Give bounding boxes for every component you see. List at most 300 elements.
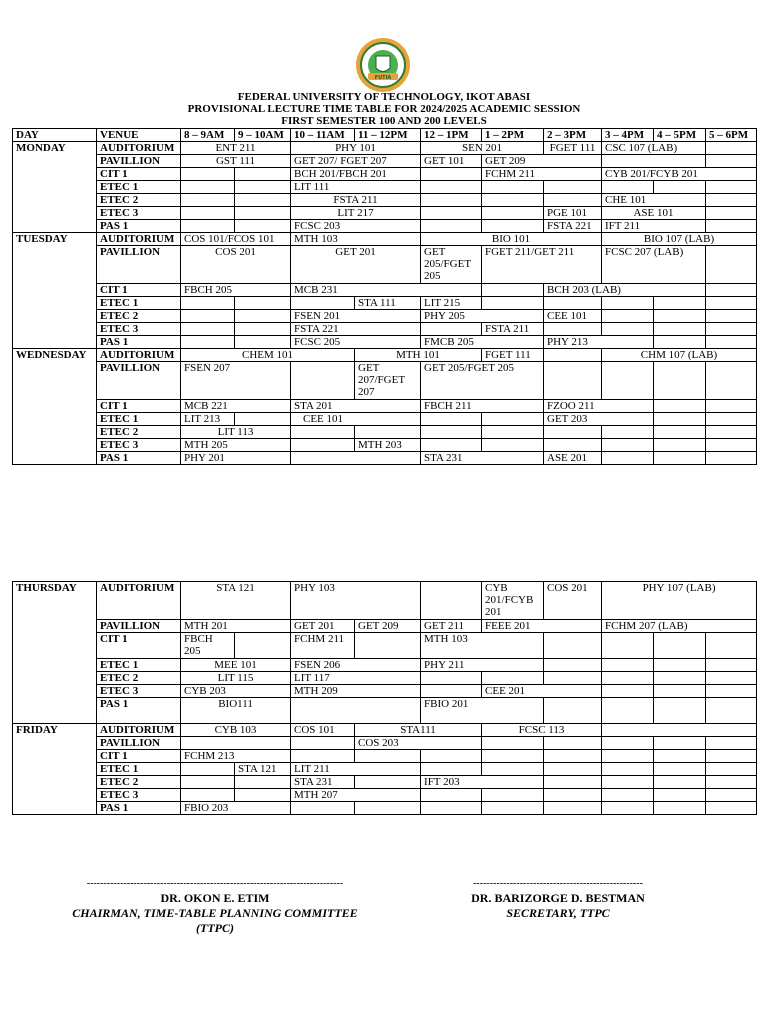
empty-cell <box>706 336 757 349</box>
day-tuesday: TUESDAY <box>13 233 97 246</box>
day-cell <box>13 789 97 802</box>
course-cell: MTH 205 <box>181 439 291 452</box>
course-cell: MTH 209 <box>291 685 421 698</box>
course-cell: GET 209 <box>355 620 421 633</box>
col-header-venue: VENUE <box>97 129 181 142</box>
col-header-8am: 8 – 9AM <box>181 129 235 142</box>
course-cell: LIT 111 <box>291 181 421 194</box>
empty-cell <box>355 426 421 439</box>
venue-pas1: PAS 1 <box>97 802 181 815</box>
course-cell: FZOO 211 <box>544 400 654 413</box>
day-cell <box>13 336 97 349</box>
venue-cit1: CIT 1 <box>97 284 181 297</box>
empty-cell <box>355 750 421 763</box>
course-cell: COS 101 <box>291 724 355 737</box>
empty-cell <box>421 672 482 685</box>
course-cell: CHE 101 <box>602 194 706 207</box>
course-cell: PHY 107 (LAB) <box>602 582 757 620</box>
day-cell <box>13 620 97 633</box>
empty-cell <box>482 672 544 685</box>
day-cell <box>13 685 97 698</box>
tue-auditorium-row <box>13 233 757 246</box>
empty-cell <box>421 439 482 452</box>
day-cell <box>13 426 97 439</box>
empty-cell <box>421 426 482 439</box>
day-cell <box>13 439 97 452</box>
empty-cell <box>544 181 602 194</box>
empty-cell <box>355 802 421 815</box>
course-cell: MCB 221 <box>181 400 291 413</box>
course-cell: CSC 107 (LAB) <box>602 142 706 155</box>
thu-etec2-row <box>13 672 757 685</box>
timetable-title: PROVISIONAL LECTURE TIME TABLE FOR 2024/2025 ACADEMIC SESSION <box>187 103 581 115</box>
course-cell: FCSC 207 (LAB) <box>602 246 706 284</box>
empty-cell <box>706 413 757 426</box>
empty-cell <box>181 297 235 310</box>
empty-cell <box>654 400 706 413</box>
day-cell <box>13 220 97 233</box>
venue-pas1: PAS 1 <box>97 220 181 233</box>
empty-cell <box>544 763 602 776</box>
empty-cell <box>654 297 706 310</box>
empty-cell <box>654 763 706 776</box>
course-cell: STA 231 <box>291 776 355 789</box>
day-cell <box>13 168 97 181</box>
empty-cell <box>544 297 602 310</box>
empty-cell <box>602 310 654 323</box>
day-cell <box>13 323 97 336</box>
empty-cell <box>706 802 757 815</box>
empty-cell <box>421 194 482 207</box>
col-header-2pm: 2 – 3PM <box>544 129 602 142</box>
empty-cell <box>181 776 235 789</box>
wed-pavillion-row <box>13 362 757 400</box>
empty-cell <box>291 297 355 310</box>
empty-cell <box>421 685 482 698</box>
empty-cell <box>291 362 355 400</box>
course-cell: PHY 101 <box>291 142 421 155</box>
empty-cell <box>602 685 654 698</box>
empty-cell <box>544 633 602 659</box>
venue-etec3: ETEC 3 <box>97 207 181 220</box>
empty-cell <box>654 439 706 452</box>
empty-cell <box>706 323 757 336</box>
empty-cell <box>602 724 757 737</box>
course-cell: GET 207/FGET 207 <box>355 362 421 400</box>
mon-pas1-row <box>13 220 757 233</box>
course-cell: SEN 201 <box>421 142 544 155</box>
secretary-signature-block <box>430 876 686 921</box>
wed-etec2-row <box>13 426 757 439</box>
venue-etec3: ETEC 3 <box>97 685 181 698</box>
empty-cell <box>654 336 706 349</box>
empty-cell <box>602 750 654 763</box>
empty-cell <box>602 439 654 452</box>
course-cell: COS 203 <box>355 737 482 750</box>
course-cell: FEEE 201 <box>482 620 602 633</box>
venue-pas1: PAS 1 <box>97 336 181 349</box>
course-cell: CHM 107 (LAB) <box>602 349 757 362</box>
day-cell <box>13 763 97 776</box>
course-cell: FMCB 205 <box>421 336 544 349</box>
empty-cell <box>482 763 544 776</box>
course-cell: ASE 201 <box>544 452 602 465</box>
venue-cit1: CIT 1 <box>97 168 181 181</box>
venue-etec2: ETEC 2 <box>97 194 181 207</box>
venue-pavillion: PAVILLION <box>97 620 181 633</box>
empty-cell <box>706 737 757 750</box>
empty-cell <box>291 698 421 724</box>
course-cell: PHY 213 <box>544 336 654 349</box>
empty-cell <box>602 633 654 659</box>
empty-cell <box>706 400 757 413</box>
empty-cell <box>482 750 544 763</box>
empty-cell <box>602 672 654 685</box>
course-cell: MTH 101 <box>355 349 482 362</box>
venue-etec1: ETEC 1 <box>97 659 181 672</box>
empty-cell <box>181 220 235 233</box>
venue-etec1: ETEC 1 <box>97 763 181 776</box>
course-cell: LIT 215 <box>421 297 482 310</box>
empty-cell <box>706 284 757 297</box>
venue-etec1: ETEC 1 <box>97 413 181 426</box>
course-cell: CEE 201 <box>482 685 602 698</box>
empty-cell <box>544 789 602 802</box>
mon-etec2-row <box>13 194 757 207</box>
day-cell <box>13 452 97 465</box>
day-cell <box>13 194 97 207</box>
course-cell: CEE 101 <box>291 413 421 426</box>
empty-cell <box>181 737 291 750</box>
fri-etec3-row <box>13 789 757 802</box>
empty-cell <box>235 168 291 181</box>
empty-cell <box>235 776 291 789</box>
empty-cell <box>654 633 706 659</box>
empty-cell <box>544 776 602 789</box>
course-cell: LIT 217 <box>291 207 421 220</box>
empty-cell <box>706 310 757 323</box>
venue-auditorium: AUDITORIUM <box>97 349 181 362</box>
empty-cell <box>706 776 757 789</box>
empty-cell <box>654 802 706 815</box>
col-header-11am: 11 – 12PM <box>355 129 421 142</box>
course-cell: MTH 103 <box>421 633 544 659</box>
empty-cell <box>602 776 654 789</box>
empty-cell <box>482 802 544 815</box>
empty-cell <box>544 672 602 685</box>
thu-etec1-row <box>13 659 757 672</box>
empty-cell <box>482 737 544 750</box>
empty-cell <box>706 207 757 220</box>
course-cell: CYB 203 <box>181 685 291 698</box>
empty-cell <box>482 789 544 802</box>
thu-pas1-row <box>13 698 757 724</box>
empty-cell <box>706 142 757 155</box>
day-monday: MONDAY <box>13 142 97 155</box>
wed-etec3-row <box>13 439 757 452</box>
secretary-title: SECRETARY, TTPC <box>506 906 610 920</box>
course-cell: FBCH 205 <box>181 633 235 659</box>
empty-cell <box>706 452 757 465</box>
course-cell: FGET 211/GET 211 <box>482 246 602 284</box>
course-cell: MTH 201 <box>181 620 291 633</box>
empty-cell <box>544 698 602 724</box>
empty-cell <box>602 789 654 802</box>
logo-text: FUTIA <box>374 75 392 81</box>
header-row <box>13 129 757 142</box>
tue-cit1-row <box>13 284 757 297</box>
course-cell: FCHM 211 <box>482 168 602 181</box>
empty-cell <box>291 737 355 750</box>
empty-cell <box>544 750 602 763</box>
empty-cell <box>181 207 235 220</box>
chairman-name: DR. OKON E. ETIM <box>160 891 270 905</box>
empty-cell <box>706 194 757 207</box>
day-cell <box>13 155 97 168</box>
empty-cell <box>181 194 235 207</box>
course-cell: GET 205/FGET 205 <box>421 246 482 284</box>
empty-cell <box>421 802 482 815</box>
course-cell: GET 207/ FGET 207 <box>291 155 421 168</box>
course-cell: MTH 103 <box>291 233 421 246</box>
empty-cell <box>235 220 291 233</box>
empty-cell <box>181 168 235 181</box>
course-cell: GET 101 <box>421 155 482 168</box>
wed-pas1-row <box>13 452 757 465</box>
venue-auditorium: AUDITORIUM <box>97 233 181 246</box>
course-cell: BIO 107 (LAB) <box>602 233 757 246</box>
empty-cell <box>602 362 654 400</box>
day-cell <box>13 776 97 789</box>
fri-cit1-row <box>13 750 757 763</box>
col-header-3pm: 3 – 4PM <box>602 129 654 142</box>
venue-pavillion: PAVILLION <box>97 362 181 400</box>
empty-cell <box>544 323 602 336</box>
venue-etec2: ETEC 2 <box>97 310 181 323</box>
course-cell: LIT 117 <box>291 672 421 685</box>
tue-etec2-row <box>13 310 757 323</box>
course-cell: MCB 231 <box>291 284 482 297</box>
venue-pavillion: PAVILLION <box>97 246 181 284</box>
empty-cell <box>654 672 706 685</box>
empty-cell <box>654 413 706 426</box>
empty-cell <box>706 297 757 310</box>
empty-cell <box>421 168 482 181</box>
empty-cell <box>181 763 235 776</box>
empty-cell <box>421 413 482 426</box>
empty-cell <box>482 413 544 426</box>
chairman-title: CHAIRMAN, TIME-TABLE PLANNING COMMITTEE <box>72 906 358 920</box>
course-cell: FBCH 211 <box>421 400 544 413</box>
empty-cell <box>654 737 706 750</box>
day-cell <box>13 400 97 413</box>
course-cell: STA 201 <box>291 400 421 413</box>
empty-cell <box>544 362 602 400</box>
empty-cell <box>544 439 602 452</box>
empty-cell <box>181 789 235 802</box>
empty-cell <box>706 181 757 194</box>
fri-pavillion-row <box>13 737 757 750</box>
day-cell <box>13 413 97 426</box>
day-thursday: THURSDAY <box>13 582 97 620</box>
mon-cit1-row <box>13 168 757 181</box>
empty-cell <box>421 789 482 802</box>
course-cell: CYB 103 <box>181 724 291 737</box>
course-cell: PHY 103 <box>291 582 421 620</box>
empty-cell <box>654 776 706 789</box>
course-cell: STA 121 <box>235 763 291 776</box>
course-cell: FCHM 207 (LAB) <box>602 620 757 633</box>
fri-pas1-row <box>13 802 757 815</box>
course-cell: PHY 201 <box>181 452 291 465</box>
tue-pavillion-row <box>13 246 757 284</box>
col-header-4pm: 4 – 5PM <box>654 129 706 142</box>
semester-title: FIRST SEMESTER 100 AND 200 LEVELS <box>281 115 487 127</box>
thu-auditorium-row <box>13 582 757 620</box>
course-cell: GET 205/FGET 205 <box>421 362 544 400</box>
course-cell: LIT 211 <box>291 763 421 776</box>
empty-cell <box>482 207 544 220</box>
course-cell: FSEN 207 <box>181 362 291 400</box>
empty-cell <box>654 685 706 698</box>
empty-cell <box>544 659 602 672</box>
course-cell: FCSC 205 <box>291 336 421 349</box>
empty-cell <box>602 659 654 672</box>
wed-auditorium-row <box>13 349 757 362</box>
day-friday: FRIDAY <box>13 724 97 737</box>
course-cell: GST 111 <box>181 155 291 168</box>
empty-cell <box>421 763 482 776</box>
empty-cell <box>602 323 654 336</box>
empty-cell <box>544 349 602 362</box>
empty-cell <box>235 181 291 194</box>
course-cell: FGET 111 <box>544 142 602 155</box>
course-cell: ASE 101 <box>602 207 706 220</box>
venue-etec1: ETEC 1 <box>97 297 181 310</box>
empty-cell <box>235 194 291 207</box>
empty-cell <box>291 439 355 452</box>
day-cell <box>13 362 97 400</box>
course-cell: LIT 213 <box>181 413 235 426</box>
venue-auditorium: AUDITORIUM <box>97 724 181 737</box>
empty-cell <box>654 323 706 336</box>
course-cell: MTH 203 <box>355 439 421 452</box>
venue-etec3: ETEC 3 <box>97 323 181 336</box>
empty-cell <box>602 181 654 194</box>
course-cell: PHY 211 <box>421 659 544 672</box>
empty-cell <box>235 336 291 349</box>
course-cell: IFT 211 <box>602 220 706 233</box>
day-cell <box>13 698 97 724</box>
empty-cell <box>421 750 482 763</box>
course-cell: FBIO 201 <box>421 698 544 724</box>
empty-cell <box>421 181 482 194</box>
col-header-9am: 9 – 10AM <box>235 129 291 142</box>
empty-cell <box>654 698 706 724</box>
empty-cell <box>706 362 757 400</box>
col-header-day: DAY <box>13 129 97 142</box>
empty-cell <box>421 323 482 336</box>
course-cell: FSTA 211 <box>291 194 421 207</box>
timetable-part-1 <box>12 128 757 465</box>
empty-cell <box>482 220 544 233</box>
empty-cell <box>602 802 654 815</box>
thu-pavillion-row <box>13 620 757 633</box>
course-cell: ENT 211 <box>181 142 291 155</box>
course-cell: FSTA 221 <box>291 323 421 336</box>
course-cell: GET 201 <box>291 246 421 284</box>
empty-cell <box>602 155 706 168</box>
empty-cell <box>291 452 421 465</box>
empty-cell <box>544 426 602 439</box>
empty-cell <box>706 789 757 802</box>
empty-cell <box>654 789 706 802</box>
venue-etec3: ETEC 3 <box>97 789 181 802</box>
wed-etec1-row <box>13 413 757 426</box>
course-cell: BIO111 <box>181 698 291 724</box>
empty-cell <box>235 310 291 323</box>
wed-cit1-row <box>13 400 757 413</box>
tue-pas1-row <box>13 336 757 349</box>
course-cell: CEE 101 <box>544 310 602 323</box>
empty-cell <box>706 750 757 763</box>
empty-cell <box>482 439 544 452</box>
empty-cell <box>706 246 757 284</box>
course-cell: BIO 101 <box>421 233 602 246</box>
day-cell <box>13 672 97 685</box>
empty-cell <box>291 802 355 815</box>
signature-line: --------------------------------------------------- <box>473 878 643 889</box>
course-cell: FCSC 113 <box>482 724 602 737</box>
course-cell: STA111 <box>355 724 482 737</box>
day-cell <box>13 310 97 323</box>
empty-cell <box>544 194 602 207</box>
empty-cell <box>421 220 482 233</box>
thu-etec3-row <box>13 685 757 698</box>
empty-cell <box>181 323 235 336</box>
secretary-name: DR. BARIZORGE D. BESTMAN <box>471 891 645 905</box>
empty-cell <box>706 672 757 685</box>
empty-cell <box>706 155 757 168</box>
venue-pas1: PAS 1 <box>97 452 181 465</box>
day-wednesday: WEDNESDAY <box>13 349 97 362</box>
course-cell: STA 231 <box>421 452 544 465</box>
empty-cell <box>355 633 421 659</box>
day-cell <box>13 246 97 284</box>
mon-pavillion-row <box>13 155 757 168</box>
empty-cell <box>421 207 482 220</box>
course-cell: MEE 101 <box>181 659 291 672</box>
empty-cell <box>654 659 706 672</box>
mon-etec1-row <box>13 181 757 194</box>
empty-cell <box>235 789 291 802</box>
empty-cell <box>544 737 602 750</box>
venue-auditorium: AUDITORIUM <box>97 582 181 620</box>
course-cell: GET 203 <box>544 413 654 426</box>
course-cell: COS 101/FCOS 101 <box>181 233 291 246</box>
empty-cell <box>181 310 235 323</box>
course-cell: COS 201 <box>181 246 291 284</box>
empty-cell <box>706 439 757 452</box>
venue-etec2: ETEC 2 <box>97 672 181 685</box>
col-header-1pm: 1 – 2PM <box>482 129 544 142</box>
course-cell: STA 111 <box>355 297 421 310</box>
empty-cell <box>482 297 544 310</box>
empty-cell <box>706 685 757 698</box>
empty-cell <box>181 181 235 194</box>
venue-auditorium: AUDITORIUM <box>97 142 181 155</box>
day-cell <box>13 633 97 659</box>
